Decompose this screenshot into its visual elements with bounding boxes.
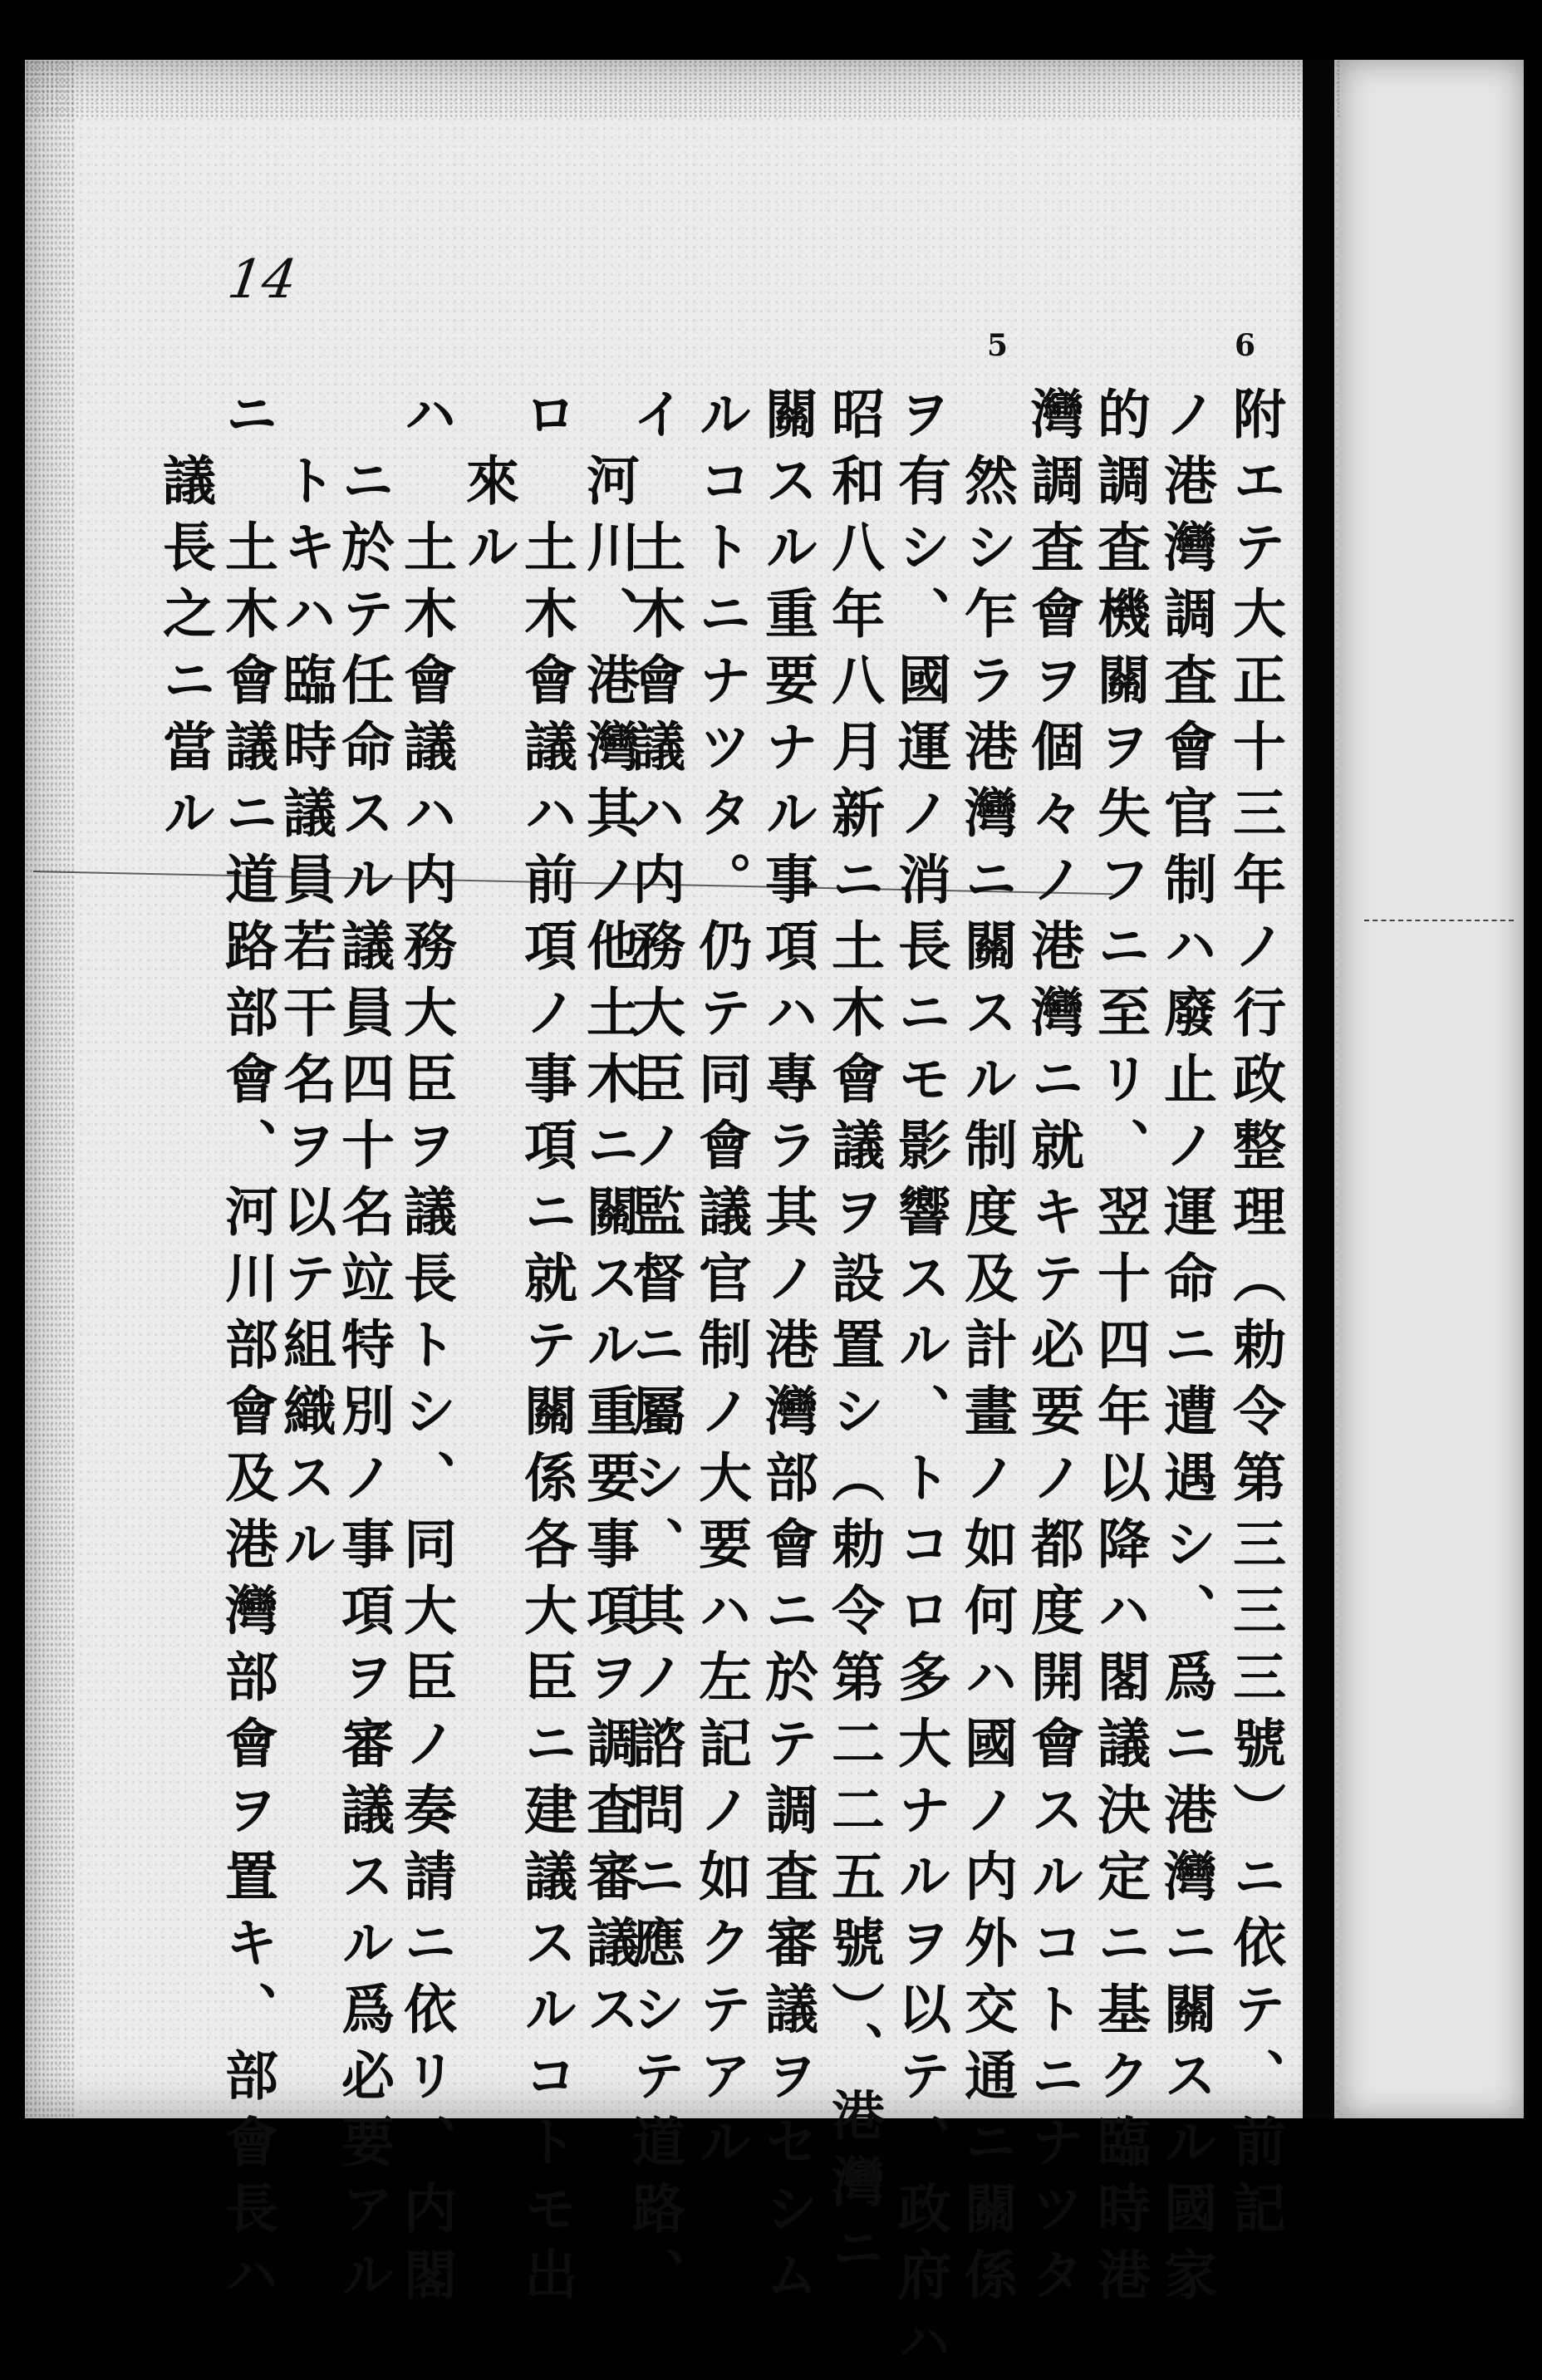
line-number-6: 6 [1235,328,1256,363]
scan-noise-left [25,60,75,2118]
adjacent-page-mark [1364,920,1514,921]
handwritten-page-number: 14 [223,249,301,311]
scan-noise-top [25,60,1342,118]
text-column-8: 關スル重要ナル事項ハ專ラ其ノ港灣部會ニ於テ調査審議ヲセシム [756,386,818,2314]
text-column-18: 議長之ニ當ル [154,453,215,851]
text-column-14: ハ 土木會議ハ内務大臣ヲ議長トシ、同大臣ノ奏請ニ依リ、内閣 [395,386,456,2314]
text-column-4: 灣調査會ヲ個々ノ港灣ニ就キテ必要ノ都度開會スルコトニナツタ [1022,386,1083,2314]
text-column-17: ニ 土木會議ニ道路部會、河川部會及港灣部會ヲ置キ、部會長ハ [216,386,277,2314]
text-column-7: 昭和八年八月新ニ土木會議ヲ設置シ（勅令第二二五號）、港灣ニ [823,386,884,2287]
text-column-2: ノ港灣調査會官制ハ廢止ノ運命ニ遭遇シ、爲ニ港灣ニ關スル國家 [1155,386,1216,2314]
book-binding-gutter [1303,60,1334,2118]
adjacent-page-edge [1339,60,1524,2118]
text-column-11: 河川、港灣其ノ他土木ニ關スル重要事項ヲ調査審議ス [577,453,639,2048]
text-column-12: ロ 土木會議ハ前項ノ事項ニ就テ關係各大臣ニ建議スルコトモ出 [515,386,577,2314]
text-column-3: 的調査機關ヲ失フニ至リ、翌十四年以降ハ閣議決定ニ基ク臨時港 [1088,386,1150,2314]
text-column-1: 附エテ大正十三年ノ行政整理（勅令第三三三號）ニ依テ、前記 [1224,386,1285,2247]
text-column-10: イ 土木會議ハ内務大臣ノ監督ニ屬シ、其ノ諮問ニ應シテ道路、 [623,386,685,2314]
text-column-13: 來ル [457,453,518,586]
text-column-15: ニ於テ任命スル議員四十名竝特別ノ事項ヲ審議スル爲必要アル [332,453,394,2314]
text-column-6: ヲ有シ、國運ノ消長ニモ影響スル、トコロ多大ナルヲ以テ、政府ハ [889,386,950,2380]
text-column-9: ルコトニナツタ。仍テ同會議官制ノ大要ハ左記ノ如クテアル [690,386,751,2181]
line-number-5: 5 [987,328,1009,363]
text-column-16: トキハ臨時議員若干名ヲ以テ組織スル [274,453,336,1583]
text-column-5: 然シ乍ラ港灣ニ關スル制度及計畫ノ如何ハ國ノ内外交通ニ關係 [955,453,1017,2314]
